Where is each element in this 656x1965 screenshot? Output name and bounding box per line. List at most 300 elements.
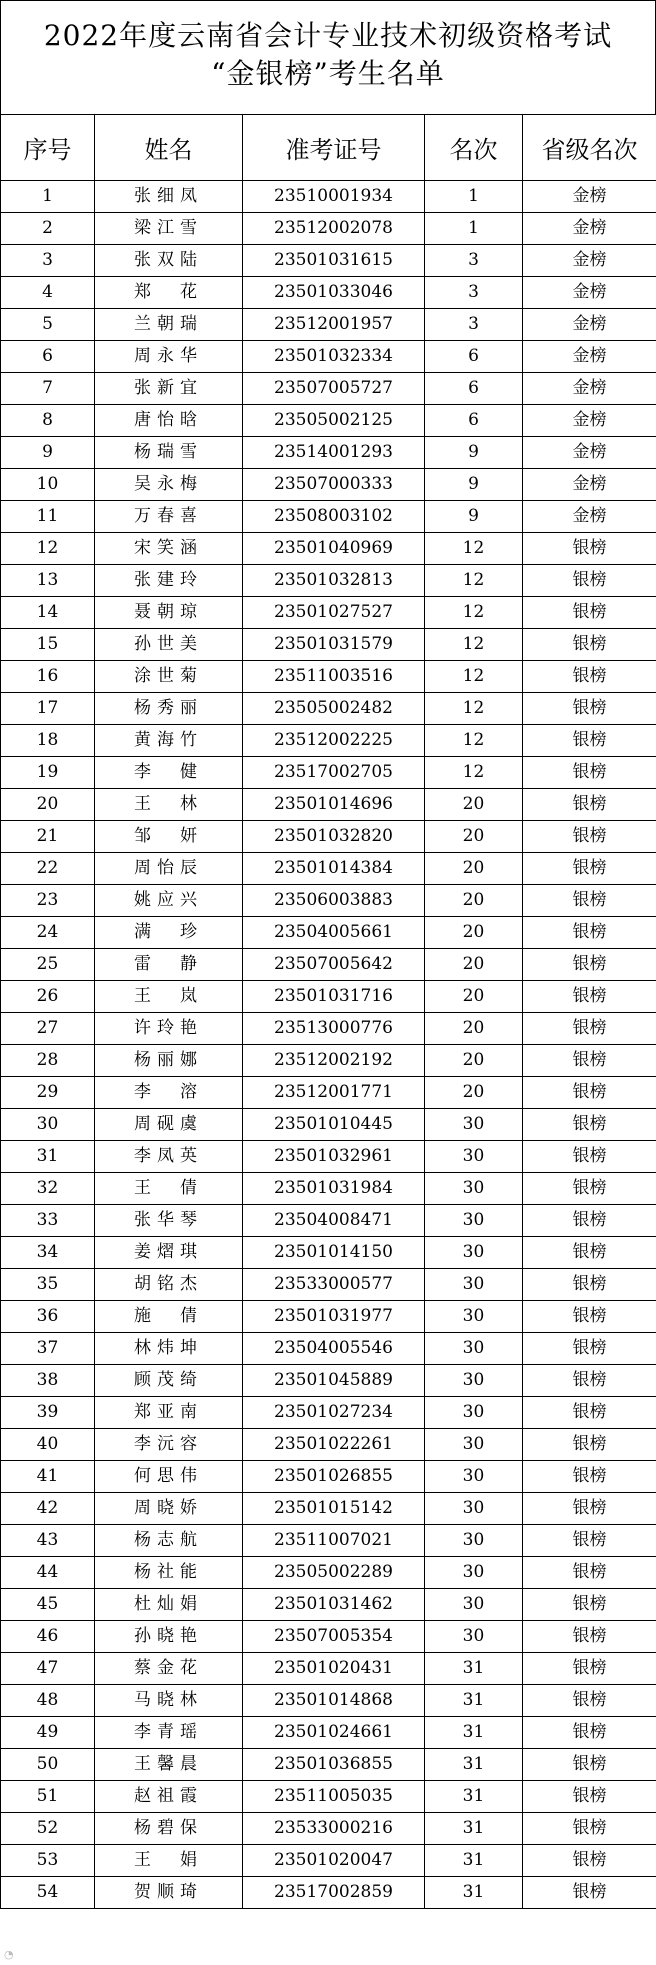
cell-rank: 20 bbox=[425, 1013, 523, 1045]
cell-name: 李沅容 bbox=[95, 1429, 243, 1461]
cell-rank: 20 bbox=[425, 981, 523, 1013]
cell-index: 46 bbox=[1, 1621, 95, 1653]
cell-name: 李青瑶 bbox=[95, 1717, 243, 1749]
cell-name: 雷 静 bbox=[95, 949, 243, 981]
cell-provincial-rank: 金榜 bbox=[523, 341, 656, 373]
cell-index: 54 bbox=[1, 1877, 95, 1909]
cell-rank: 30 bbox=[425, 1397, 523, 1429]
cell-exam-id: 23501036855 bbox=[243, 1749, 425, 1781]
cell-exam-id: 23507005727 bbox=[243, 373, 425, 405]
cell-exam-id: 23504005661 bbox=[243, 917, 425, 949]
cell-exam-id: 23505002125 bbox=[243, 405, 425, 437]
cell-index: 12 bbox=[1, 533, 95, 565]
cell-index: 37 bbox=[1, 1333, 95, 1365]
cell-provincial-rank: 银榜 bbox=[523, 981, 656, 1013]
table-row bbox=[1, 309, 656, 341]
table-row bbox=[1, 1653, 656, 1685]
cell-rank: 30 bbox=[425, 1557, 523, 1589]
cell-exam-id: 23505002482 bbox=[243, 693, 425, 725]
cell-index: 18 bbox=[1, 725, 95, 757]
cell-rank: 9 bbox=[425, 501, 523, 533]
cell-name: 梁江雪 bbox=[95, 213, 243, 245]
cell-name: 万春喜 bbox=[95, 501, 243, 533]
cell-index: 32 bbox=[1, 1173, 95, 1205]
cell-exam-id: 23504008471 bbox=[243, 1205, 425, 1237]
table-row bbox=[1, 437, 656, 469]
cell-name: 胡铭杰 bbox=[95, 1269, 243, 1301]
cell-rank: 30 bbox=[425, 1525, 523, 1557]
cell-index: 8 bbox=[1, 405, 95, 437]
cell-provincial-rank: 银榜 bbox=[523, 1397, 656, 1429]
cell-exam-id: 23501031984 bbox=[243, 1173, 425, 1205]
table-row bbox=[1, 1685, 656, 1717]
watermark-logo: ◔ bbox=[4, 1948, 14, 1961]
cell-name: 王 娟 bbox=[95, 1845, 243, 1877]
cell-name: 杨志航 bbox=[95, 1525, 243, 1557]
cell-name: 王 林 bbox=[95, 789, 243, 821]
cell-name: 杨丽娜 bbox=[95, 1045, 243, 1077]
cell-exam-id: 23501010445 bbox=[243, 1109, 425, 1141]
cell-index: 38 bbox=[1, 1365, 95, 1397]
cell-exam-id: 23501031579 bbox=[243, 629, 425, 661]
cell-name: 聂朝琼 bbox=[95, 597, 243, 629]
cell-name: 顾茂绮 bbox=[95, 1365, 243, 1397]
cell-rank: 31 bbox=[425, 1781, 523, 1813]
cell-index: 7 bbox=[1, 373, 95, 405]
table-row bbox=[1, 789, 656, 821]
cell-rank: 31 bbox=[425, 1845, 523, 1877]
cell-rank: 31 bbox=[425, 1685, 523, 1717]
cell-name: 王 岚 bbox=[95, 981, 243, 1013]
cell-provincial-rank: 银榜 bbox=[523, 1685, 656, 1717]
document-title bbox=[0, 0, 656, 114]
cell-rank: 3 bbox=[425, 309, 523, 341]
cell-rank: 30 bbox=[425, 1589, 523, 1621]
title-line-1: 2022年度云南省会计专业技术初级资格考试 bbox=[43, 19, 613, 52]
cell-provincial-rank: 银榜 bbox=[523, 885, 656, 917]
cell-exam-id: 23517002859 bbox=[243, 1877, 425, 1909]
cell-index: 9 bbox=[1, 437, 95, 469]
cell-provincial-rank: 银榜 bbox=[523, 1525, 656, 1557]
cell-name: 黄海竹 bbox=[95, 725, 243, 757]
cell-rank: 30 bbox=[425, 1621, 523, 1653]
cell-rank: 30 bbox=[425, 1461, 523, 1493]
cell-name: 林炜坤 bbox=[95, 1333, 243, 1365]
cell-exam-id: 23501033046 bbox=[243, 277, 425, 309]
cell-exam-id: 23501031716 bbox=[243, 981, 425, 1013]
cell-rank: 31 bbox=[425, 1813, 523, 1845]
cell-provincial-rank: 银榜 bbox=[523, 533, 656, 565]
cell-provincial-rank: 金榜 bbox=[523, 181, 656, 213]
cell-exam-id: 23501014384 bbox=[243, 853, 425, 885]
table-row bbox=[1, 693, 656, 725]
cell-rank: 1 bbox=[425, 213, 523, 245]
header-index: 序号 bbox=[1, 115, 95, 181]
cell-index: 3 bbox=[1, 245, 95, 277]
cell-index: 41 bbox=[1, 1461, 95, 1493]
cell-provincial-rank: 银榜 bbox=[523, 1301, 656, 1333]
cell-index: 40 bbox=[1, 1429, 95, 1461]
cell-provincial-rank: 银榜 bbox=[523, 693, 656, 725]
cell-rank: 30 bbox=[425, 1365, 523, 1397]
table-row bbox=[1, 885, 656, 917]
cell-index: 45 bbox=[1, 1589, 95, 1621]
cell-index: 2 bbox=[1, 213, 95, 245]
cell-name: 张华琴 bbox=[95, 1205, 243, 1237]
cell-index: 27 bbox=[1, 1013, 95, 1045]
cell-rank: 30 bbox=[425, 1269, 523, 1301]
cell-provincial-rank: 银榜 bbox=[523, 1045, 656, 1077]
cell-exam-id: 23511005035 bbox=[243, 1781, 425, 1813]
cell-exam-id: 23501020047 bbox=[243, 1845, 425, 1877]
cell-provincial-rank: 银榜 bbox=[523, 949, 656, 981]
table-row bbox=[1, 1589, 656, 1621]
header-provincial-rank: 省级名次 bbox=[523, 115, 656, 181]
cell-name: 满 珍 bbox=[95, 917, 243, 949]
cell-index: 39 bbox=[1, 1397, 95, 1429]
table-row bbox=[1, 565, 656, 597]
cell-index: 26 bbox=[1, 981, 95, 1013]
cell-rank: 30 bbox=[425, 1429, 523, 1461]
cell-exam-id: 23513000776 bbox=[243, 1013, 425, 1045]
cell-provincial-rank: 银榜 bbox=[523, 1141, 656, 1173]
cell-name: 李 健 bbox=[95, 757, 243, 789]
cell-rank: 12 bbox=[425, 533, 523, 565]
table-row bbox=[1, 949, 656, 981]
table-row bbox=[1, 277, 656, 309]
cell-name: 孙世美 bbox=[95, 629, 243, 661]
cell-index: 20 bbox=[1, 789, 95, 821]
cell-index: 24 bbox=[1, 917, 95, 949]
cell-exam-id: 23507005354 bbox=[243, 1621, 425, 1653]
cell-rank: 12 bbox=[425, 629, 523, 661]
cell-name: 姚应兴 bbox=[95, 885, 243, 917]
cell-exam-id: 23501032334 bbox=[243, 341, 425, 373]
cell-provincial-rank: 银榜 bbox=[523, 1557, 656, 1589]
table-row bbox=[1, 1333, 656, 1365]
cell-exam-id: 23533000216 bbox=[243, 1813, 425, 1845]
cell-provincial-rank: 银榜 bbox=[523, 597, 656, 629]
cell-rank: 20 bbox=[425, 1077, 523, 1109]
cell-exam-id: 23512001771 bbox=[243, 1077, 425, 1109]
cell-provincial-rank: 银榜 bbox=[523, 1621, 656, 1653]
cell-provincial-rank: 银榜 bbox=[523, 1429, 656, 1461]
cell-name: 杜灿娟 bbox=[95, 1589, 243, 1621]
cell-provincial-rank: 金榜 bbox=[523, 277, 656, 309]
cell-index: 43 bbox=[1, 1525, 95, 1557]
cell-name: 何思伟 bbox=[95, 1461, 243, 1493]
cell-exam-id: 23501020431 bbox=[243, 1653, 425, 1685]
table-row bbox=[1, 1717, 656, 1749]
cell-index: 14 bbox=[1, 597, 95, 629]
cell-index: 17 bbox=[1, 693, 95, 725]
table-row bbox=[1, 821, 656, 853]
cell-rank: 9 bbox=[425, 469, 523, 501]
cell-rank: 6 bbox=[425, 373, 523, 405]
cell-provincial-rank: 银榜 bbox=[523, 1237, 656, 1269]
cell-name: 唐怡晗 bbox=[95, 405, 243, 437]
cell-exam-id: 23501040969 bbox=[243, 533, 425, 565]
cell-index: 23 bbox=[1, 885, 95, 917]
cell-index: 50 bbox=[1, 1749, 95, 1781]
cell-exam-id: 23511007021 bbox=[243, 1525, 425, 1557]
cell-provincial-rank: 银榜 bbox=[523, 1749, 656, 1781]
cell-provincial-rank: 银榜 bbox=[523, 1493, 656, 1525]
cell-index: 44 bbox=[1, 1557, 95, 1589]
table-row bbox=[1, 501, 656, 533]
cell-exam-id: 23501032813 bbox=[243, 565, 425, 597]
table-row bbox=[1, 213, 656, 245]
cell-index: 11 bbox=[1, 501, 95, 533]
cell-exam-id: 23501014150 bbox=[243, 1237, 425, 1269]
table-row bbox=[1, 1301, 656, 1333]
cell-rank: 20 bbox=[425, 949, 523, 981]
cell-provincial-rank: 银榜 bbox=[523, 1877, 656, 1909]
cell-name: 姜熠琪 bbox=[95, 1237, 243, 1269]
cell-index: 19 bbox=[1, 757, 95, 789]
cell-exam-id: 23514001293 bbox=[243, 437, 425, 469]
cell-name: 兰朝瑞 bbox=[95, 309, 243, 341]
cell-name: 王馨晨 bbox=[95, 1749, 243, 1781]
cell-provincial-rank: 银榜 bbox=[523, 1077, 656, 1109]
table-row bbox=[1, 597, 656, 629]
cell-provincial-rank: 银榜 bbox=[523, 1717, 656, 1749]
cell-exam-id: 23501026855 bbox=[243, 1461, 425, 1493]
table-row bbox=[1, 1141, 656, 1173]
cell-index: 15 bbox=[1, 629, 95, 661]
cell-rank: 12 bbox=[425, 565, 523, 597]
cell-provincial-rank: 银榜 bbox=[523, 1173, 656, 1205]
header-rank: 名次 bbox=[425, 115, 523, 181]
cell-exam-id: 23512002078 bbox=[243, 213, 425, 245]
cell-exam-id: 23507005642 bbox=[243, 949, 425, 981]
cell-rank: 30 bbox=[425, 1237, 523, 1269]
cell-rank: 30 bbox=[425, 1173, 523, 1205]
cell-rank: 30 bbox=[425, 1205, 523, 1237]
table-row bbox=[1, 917, 656, 949]
table-body bbox=[1, 181, 656, 1909]
cell-index: 34 bbox=[1, 1237, 95, 1269]
table-row bbox=[1, 853, 656, 885]
table-row bbox=[1, 181, 656, 213]
cell-exam-id: 23508003102 bbox=[243, 501, 425, 533]
cell-provincial-rank: 金榜 bbox=[523, 245, 656, 277]
cell-index: 36 bbox=[1, 1301, 95, 1333]
cell-provincial-rank: 银榜 bbox=[523, 1269, 656, 1301]
cell-rank: 6 bbox=[425, 405, 523, 437]
cell-name: 周怡辰 bbox=[95, 853, 243, 885]
cell-name: 贺顺琦 bbox=[95, 1877, 243, 1909]
table-row bbox=[1, 373, 656, 405]
cell-provincial-rank: 银榜 bbox=[523, 1013, 656, 1045]
cell-index: 53 bbox=[1, 1845, 95, 1877]
cell-index: 25 bbox=[1, 949, 95, 981]
cell-index: 52 bbox=[1, 1813, 95, 1845]
cell-provincial-rank: 金榜 bbox=[523, 309, 656, 341]
table-row bbox=[1, 1749, 656, 1781]
cell-name: 杨社能 bbox=[95, 1557, 243, 1589]
table-row bbox=[1, 405, 656, 437]
cell-name: 张双陆 bbox=[95, 245, 243, 277]
cell-name: 许玲艳 bbox=[95, 1013, 243, 1045]
table-row bbox=[1, 725, 656, 757]
cell-exam-id: 23501027234 bbox=[243, 1397, 425, 1429]
cell-rank: 6 bbox=[425, 341, 523, 373]
cell-exam-id: 23501032961 bbox=[243, 1141, 425, 1173]
table-row bbox=[1, 1845, 656, 1877]
table-row bbox=[1, 629, 656, 661]
table-row bbox=[1, 1173, 656, 1205]
cell-rank: 31 bbox=[425, 1717, 523, 1749]
header-exam-id: 准考证号 bbox=[243, 115, 425, 181]
cell-index: 22 bbox=[1, 853, 95, 885]
cell-rank: 20 bbox=[425, 1045, 523, 1077]
table-row bbox=[1, 1269, 656, 1301]
cell-name: 涂世菊 bbox=[95, 661, 243, 693]
cell-name: 张建玲 bbox=[95, 565, 243, 597]
cell-index: 30 bbox=[1, 1109, 95, 1141]
cell-exam-id: 23501031977 bbox=[243, 1301, 425, 1333]
cell-provincial-rank: 金榜 bbox=[523, 501, 656, 533]
cell-provincial-rank: 银榜 bbox=[523, 789, 656, 821]
table-row bbox=[1, 469, 656, 501]
cell-rank: 12 bbox=[425, 757, 523, 789]
cell-index: 5 bbox=[1, 309, 95, 341]
cell-index: 6 bbox=[1, 341, 95, 373]
cell-name: 郑亚南 bbox=[95, 1397, 243, 1429]
cell-exam-id: 23501014696 bbox=[243, 789, 425, 821]
cell-provincial-rank: 银榜 bbox=[523, 821, 656, 853]
cell-index: 33 bbox=[1, 1205, 95, 1237]
table-row bbox=[1, 1781, 656, 1813]
cell-name: 杨瑞雪 bbox=[95, 437, 243, 469]
cell-rank: 20 bbox=[425, 917, 523, 949]
table-header-row bbox=[1, 115, 656, 181]
table-row bbox=[1, 1429, 656, 1461]
table-row bbox=[1, 341, 656, 373]
cell-index: 31 bbox=[1, 1141, 95, 1173]
cell-exam-id: 23504005546 bbox=[243, 1333, 425, 1365]
cell-rank: 30 bbox=[425, 1141, 523, 1173]
cell-rank: 30 bbox=[425, 1493, 523, 1525]
cell-rank: 12 bbox=[425, 661, 523, 693]
cell-name: 李凤英 bbox=[95, 1141, 243, 1173]
cell-provincial-rank: 银榜 bbox=[523, 661, 656, 693]
header-name: 姓名 bbox=[95, 115, 243, 181]
cell-name: 杨秀丽 bbox=[95, 693, 243, 725]
table-row bbox=[1, 1237, 656, 1269]
cell-rank: 20 bbox=[425, 789, 523, 821]
cell-provincial-rank: 银榜 bbox=[523, 1781, 656, 1813]
cell-rank: 9 bbox=[425, 437, 523, 469]
cell-name: 周晓娇 bbox=[95, 1493, 243, 1525]
table-row bbox=[1, 981, 656, 1013]
cell-exam-id: 23501032820 bbox=[243, 821, 425, 853]
table-row bbox=[1, 1813, 656, 1845]
cell-name: 宋笑涵 bbox=[95, 533, 243, 565]
cell-index: 47 bbox=[1, 1653, 95, 1685]
cell-provincial-rank: 银榜 bbox=[523, 725, 656, 757]
cell-rank: 31 bbox=[425, 1653, 523, 1685]
cell-provincial-rank: 银榜 bbox=[523, 1813, 656, 1845]
table-row bbox=[1, 1397, 656, 1429]
cell-exam-id: 23507000333 bbox=[243, 469, 425, 501]
candidate-table bbox=[0, 114, 656, 1909]
cell-rank: 20 bbox=[425, 853, 523, 885]
cell-exam-id: 23511003516 bbox=[243, 661, 425, 693]
cell-rank: 30 bbox=[425, 1301, 523, 1333]
cell-exam-id: 23501024661 bbox=[243, 1717, 425, 1749]
cell-provincial-rank: 金榜 bbox=[523, 405, 656, 437]
cell-provincial-rank: 银榜 bbox=[523, 1589, 656, 1621]
cell-rank: 30 bbox=[425, 1109, 523, 1141]
cell-index: 51 bbox=[1, 1781, 95, 1813]
cell-exam-id: 23533000577 bbox=[243, 1269, 425, 1301]
table-row bbox=[1, 1077, 656, 1109]
cell-provincial-rank: 银榜 bbox=[523, 1653, 656, 1685]
cell-exam-id: 23501027527 bbox=[243, 597, 425, 629]
cell-rank: 12 bbox=[425, 693, 523, 725]
cell-name: 李 溶 bbox=[95, 1077, 243, 1109]
cell-provincial-rank: 银榜 bbox=[523, 757, 656, 789]
cell-index: 16 bbox=[1, 661, 95, 693]
cell-rank: 12 bbox=[425, 597, 523, 629]
cell-exam-id: 23505002289 bbox=[243, 1557, 425, 1589]
cell-index: 21 bbox=[1, 821, 95, 853]
cell-provincial-rank: 金榜 bbox=[523, 469, 656, 501]
cell-index: 48 bbox=[1, 1685, 95, 1717]
cell-index: 4 bbox=[1, 277, 95, 309]
cell-rank: 3 bbox=[425, 245, 523, 277]
table-row bbox=[1, 1013, 656, 1045]
cell-provincial-rank: 金榜 bbox=[523, 373, 656, 405]
table-row bbox=[1, 1525, 656, 1557]
table-row bbox=[1, 1557, 656, 1589]
cell-provincial-rank: 银榜 bbox=[523, 917, 656, 949]
cell-name: 周永华 bbox=[95, 341, 243, 373]
cell-provincial-rank: 金榜 bbox=[523, 437, 656, 469]
cell-name: 孙晓艳 bbox=[95, 1621, 243, 1653]
cell-rank: 31 bbox=[425, 1877, 523, 1909]
table-row bbox=[1, 661, 656, 693]
table-row bbox=[1, 1045, 656, 1077]
table-row bbox=[1, 1205, 656, 1237]
cell-exam-id: 23510001934 bbox=[243, 181, 425, 213]
cell-exam-id: 23512002225 bbox=[243, 725, 425, 757]
cell-rank: 30 bbox=[425, 1333, 523, 1365]
cell-provincial-rank: 银榜 bbox=[523, 1365, 656, 1397]
table-row bbox=[1, 245, 656, 277]
cell-provincial-rank: 银榜 bbox=[523, 1845, 656, 1877]
cell-rank: 3 bbox=[425, 277, 523, 309]
cell-index: 29 bbox=[1, 1077, 95, 1109]
cell-index: 1 bbox=[1, 181, 95, 213]
cell-index: 42 bbox=[1, 1493, 95, 1525]
cell-index: 35 bbox=[1, 1269, 95, 1301]
cell-rank: 31 bbox=[425, 1749, 523, 1781]
cell-rank: 20 bbox=[425, 885, 523, 917]
cell-name: 吴永梅 bbox=[95, 469, 243, 501]
cell-index: 49 bbox=[1, 1717, 95, 1749]
cell-name: 邹 妍 bbox=[95, 821, 243, 853]
cell-rank: 12 bbox=[425, 725, 523, 757]
table-row bbox=[1, 1877, 656, 1909]
cell-exam-id: 23512001957 bbox=[243, 309, 425, 341]
table-row bbox=[1, 533, 656, 565]
table-row bbox=[1, 1493, 656, 1525]
cell-exam-id: 23501014868 bbox=[243, 1685, 425, 1717]
cell-name: 张细凤 bbox=[95, 181, 243, 213]
